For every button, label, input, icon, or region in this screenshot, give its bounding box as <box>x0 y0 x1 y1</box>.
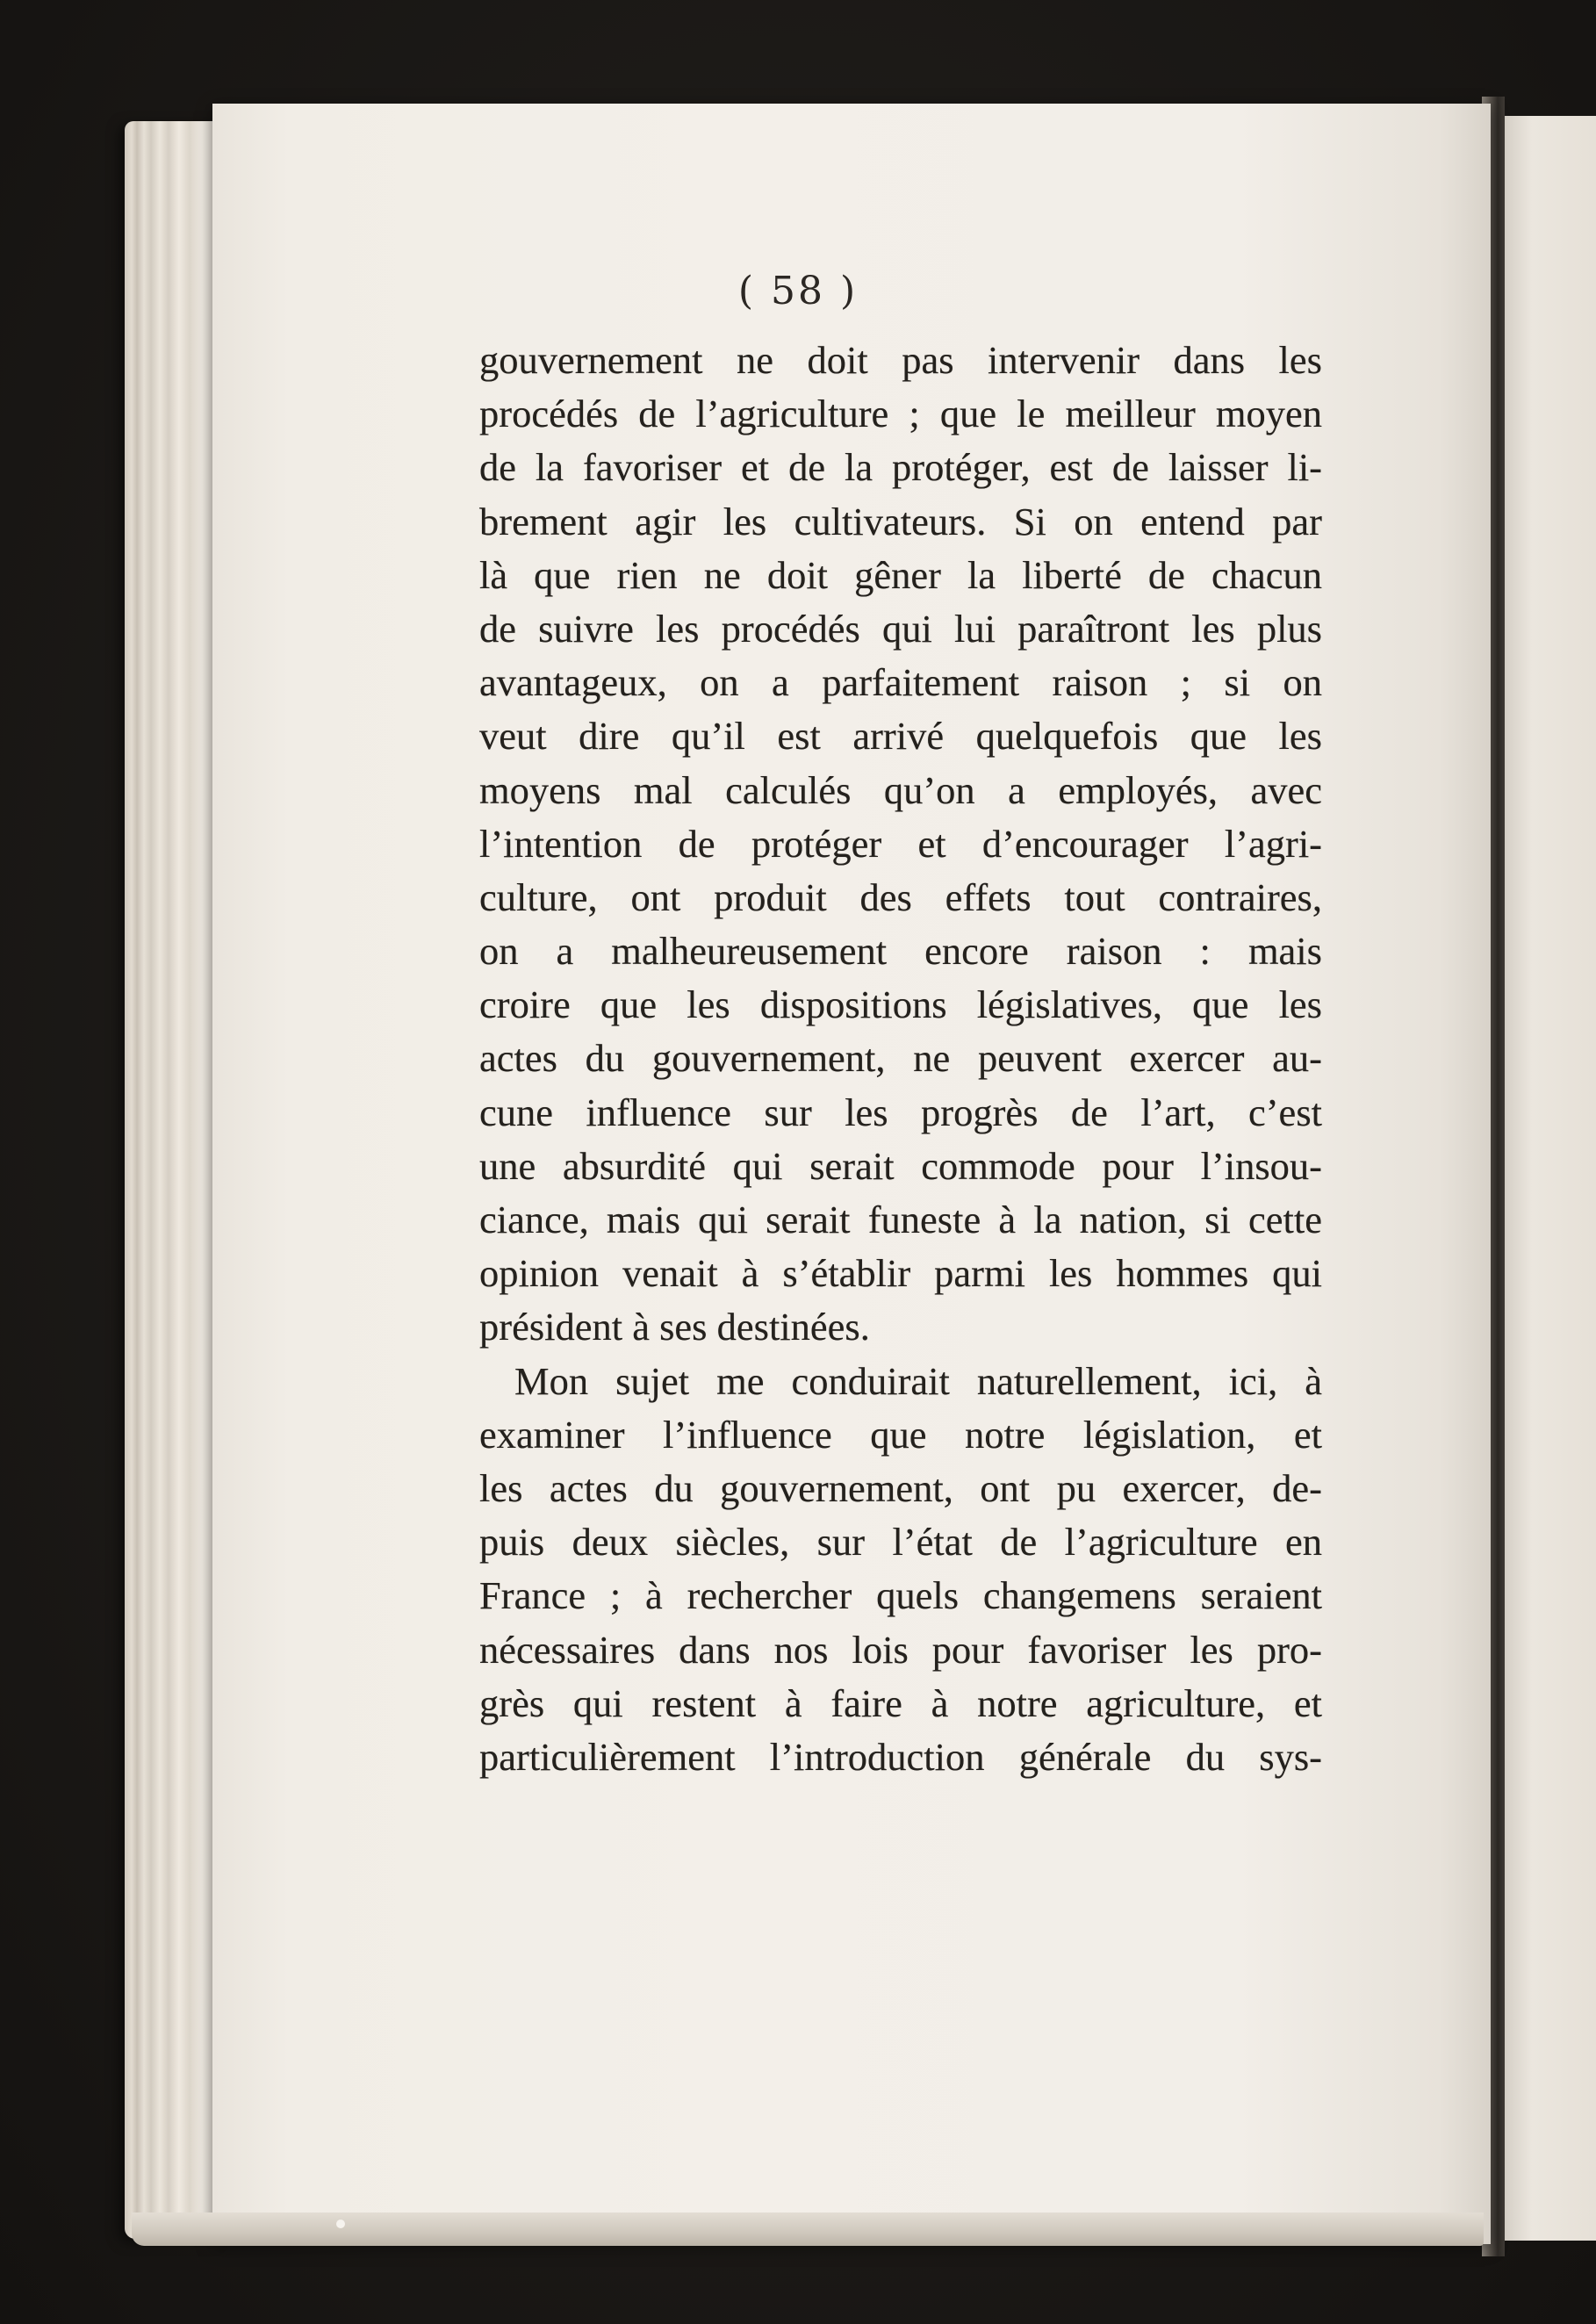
text-line: nécessaires dans nos lois pour favoriser les pro- <box>479 1627 1322 1672</box>
text-line: président à ses destinées. <box>479 1305 870 1349</box>
text-line: procédés de l’agriculture ; que le meilleur moyen <box>479 392 1322 436</box>
text-line: croire que les dispositions législatives, que les <box>479 982 1322 1027</box>
bottom-page-edges <box>132 2212 1484 2246</box>
text-line: grès qui restent à faire à notre agriculture, et <box>479 1680 1322 1725</box>
text-line: ciance, mais qui serait funeste à la nation, si cette <box>479 1198 1322 1241</box>
text-line: examiner l’influence que notre législation, et <box>479 1412 1322 1457</box>
text-line: les actes du gouvernement, ont pu exercer, de- <box>479 1465 1322 1510</box>
text-line: brement agir les cultivateurs. Si on entend par <box>479 499 1322 543</box>
facing-page-edge <box>1505 116 1596 2241</box>
text-line: là que rien ne doit gêner la liberté de chacun <box>479 552 1322 597</box>
text-line: Mon sujet me conduirait naturellement, ici, à <box>514 1358 1322 1403</box>
text-line: cune influence sur les progrès de l’art, c’est <box>479 1090 1322 1134</box>
paragraph-1 <box>479 334 1322 1355</box>
body-text <box>479 334 1322 1784</box>
text-line: gouvernement ne doit pas intervenir dans les <box>479 338 1322 382</box>
text-line: actes du gouvernement, ne peuvent exercer au- <box>479 1036 1322 1081</box>
text-line: moyens mal calculés qu’on a employés, avec <box>479 767 1322 812</box>
text-line: on a malheureusement encore raison : mais <box>479 929 1322 974</box>
text-line: veut dire qu’il est arrivé quelquefois que les <box>479 714 1322 759</box>
text-line: opinion venait à s’établir parmi les hommes qui <box>479 1251 1322 1296</box>
text-line: une absurdité qui serait commode pour l’insou- <box>479 1143 1322 1188</box>
paragraph-2 <box>479 1355 1322 1785</box>
text-line: France ; à rechercher quels changemens seraient <box>479 1573 1322 1618</box>
text-line: l’intention de protéger et d’encourager l’agri- <box>479 821 1322 866</box>
text-line: de la favoriser et de la protéger, est de laisser li- <box>479 445 1322 490</box>
scan-speck <box>336 2220 345 2228</box>
text-line: de suivre les procédés qui lui paraîtront les plus <box>479 606 1322 651</box>
text-line: puis deux siècles, sur l’état de l’agriculture en <box>479 1520 1322 1565</box>
text-line: culture, ont produit des effets tout contraires, <box>479 874 1322 919</box>
text-line: avantageux, on a parfaitement raison ; si on <box>479 660 1322 705</box>
text-line: particulièrement l’introduction générale du sys- <box>479 1734 1322 1779</box>
page-edges <box>125 121 219 2239</box>
page-number: ( 58 ) <box>737 269 859 313</box>
